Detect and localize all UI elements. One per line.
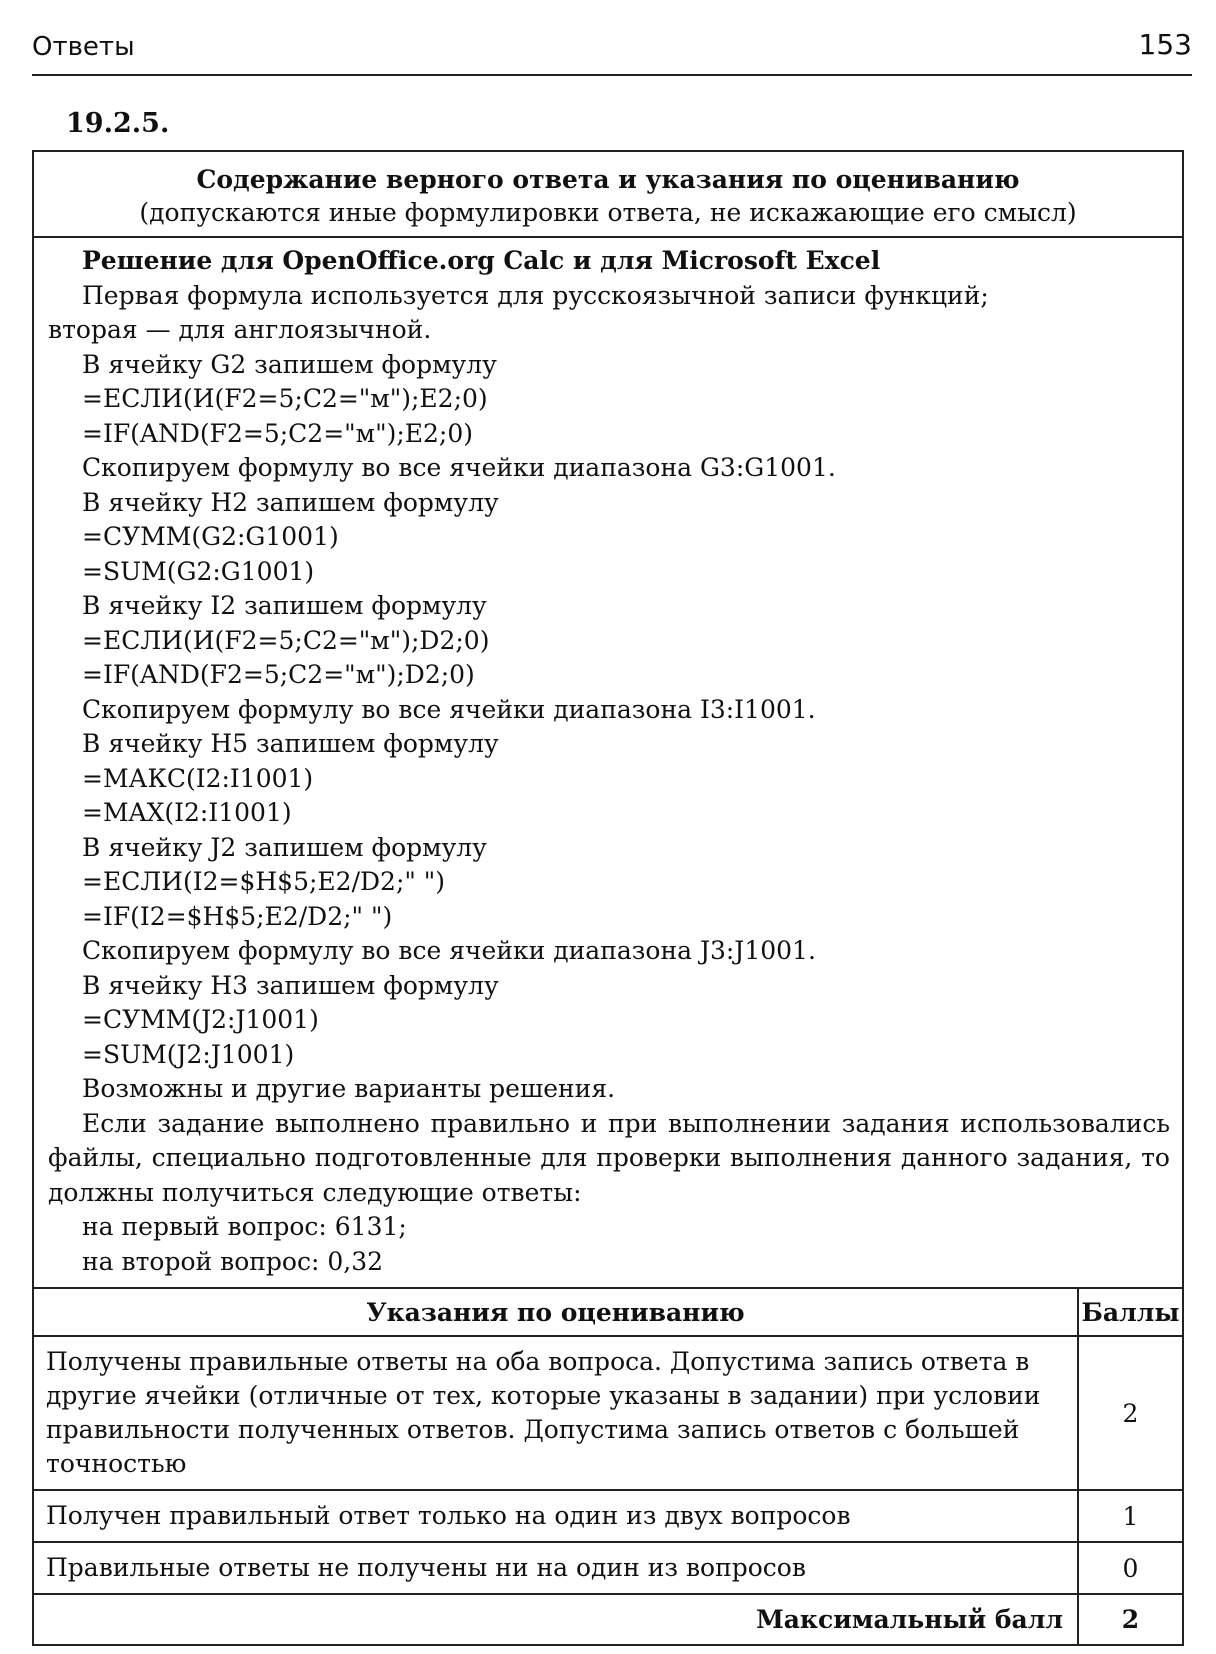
formula-line: =SUM(G2:G1001)	[82, 556, 315, 586]
table-row	[34, 1542, 1182, 1594]
formula-line: =MAX(I2:I1001)	[82, 798, 292, 827]
solution-line: Возможны и другие варианты решения.	[82, 1074, 616, 1103]
solution-intro-line: вторая — для англоязычной.	[48, 315, 432, 344]
criteria-cell: Получены правильные ответы на оба вопроса. Допустима запись ответа в другие ячейки (отличные от тех, которые указаны в задании) при условии правильности полученных ответов. Допустима запись ответов с большей точностью	[34, 1336, 1078, 1490]
points-cell: 1	[1078, 1490, 1182, 1542]
table-row	[34, 1490, 1182, 1542]
table-row	[34, 1336, 1182, 1490]
answer-box-header	[34, 152, 1182, 238]
solution-line: Скопируем формулу во все ячейки диапазона I3:I1001.	[82, 694, 816, 724]
max-score-row	[34, 1594, 1182, 1644]
formula-line: =МАКС(I2:I1001)	[82, 763, 314, 793]
points-cell: 0	[1078, 1542, 1182, 1594]
solution-line: В ячейку H3 запишем формулу	[82, 970, 499, 1000]
page-number: 153	[1138, 28, 1192, 61]
formula-line: =ЕСЛИ(И(F2=5;C2="м");E2;0)	[82, 384, 488, 413]
formula-line: =SUM(J2:J1001)	[82, 1039, 295, 1069]
solution-heading: Решение для OpenOffice.org Calc и для Microsoft Excel	[82, 246, 881, 275]
criteria-cell: Получен правильный ответ только на один из двух вопросов	[34, 1490, 1078, 1542]
formula-line: =СУММ(J2:J1001)	[82, 1005, 319, 1034]
solution-intro-line: Первая формула используется для русскоязычной записи функций;	[82, 280, 989, 310]
running-title: Ответы	[32, 32, 135, 62]
max-score-label: Максимальный балл	[34, 1594, 1078, 1644]
solution-line: В ячейку H5 запишем формулу	[82, 729, 499, 758]
formula-line: =ЕСЛИ(I2=$H$5;E2/D2;" ")	[82, 867, 446, 896]
criteria-column-header: Указания по оцениванию	[34, 1288, 1078, 1336]
solution-line: В ячейку H2 запишем формулу	[82, 487, 499, 517]
scoring-header-row	[34, 1288, 1182, 1336]
answer-box	[32, 150, 1184, 1646]
scoring-table	[34, 1287, 1182, 1644]
criteria-cell: Правильные ответы не получены ни на один из вопросов	[34, 1542, 1078, 1594]
solution-line: Скопируем формулу во все ячейки диапазона J3:J1001.	[82, 936, 816, 965]
solution-line: В ячейку J2 запишем формулу	[82, 832, 487, 862]
formula-line: =IF(I2=$H$5;E2/D2;" ")	[82, 901, 393, 931]
formula-line: =IF(AND(F2=5;C2="м");D2;0)	[82, 660, 475, 689]
answer-box-title: Содержание верного ответа и указания по оцениванию	[196, 165, 1020, 194]
page-header	[32, 26, 1192, 76]
solution-line: В ячейку I2 запишем формулу	[82, 591, 487, 620]
solution-paragraph: Если задание выполнено правильно и при выполнении задания использовались файлы, специально подготовленные для проверки выполнения данного задания, то должны получиться следующие ответы:	[48, 1108, 1170, 1207]
solution-text	[34, 238, 1182, 1287]
formula-line: =ЕСЛИ(И(F2=5;C2="м");D2;0)	[82, 625, 490, 655]
answer-line: на первый вопрос: 6131;	[82, 1212, 407, 1241]
answer-box-subtitle: (допускаются иные формулировки ответа, не искажающие его смысл)	[139, 198, 1077, 227]
max-score-value: 2	[1078, 1594, 1182, 1644]
points-cell: 2	[1078, 1336, 1182, 1490]
points-column-header: Баллы	[1078, 1288, 1182, 1336]
solution-line: В ячейку G2 запишем формулу	[82, 349, 497, 379]
formula-line: =IF(AND(F2=5;C2="м");E2;0)	[82, 418, 474, 448]
answer-line: на второй вопрос: 0,32	[82, 1246, 384, 1276]
formula-line: =СУММ(G2:G1001)	[82, 522, 339, 551]
section-number: 19.2.5.	[66, 108, 170, 139]
solution-line: Скопируем формулу во все ячейки диапазона G3:G1001.	[82, 453, 836, 482]
